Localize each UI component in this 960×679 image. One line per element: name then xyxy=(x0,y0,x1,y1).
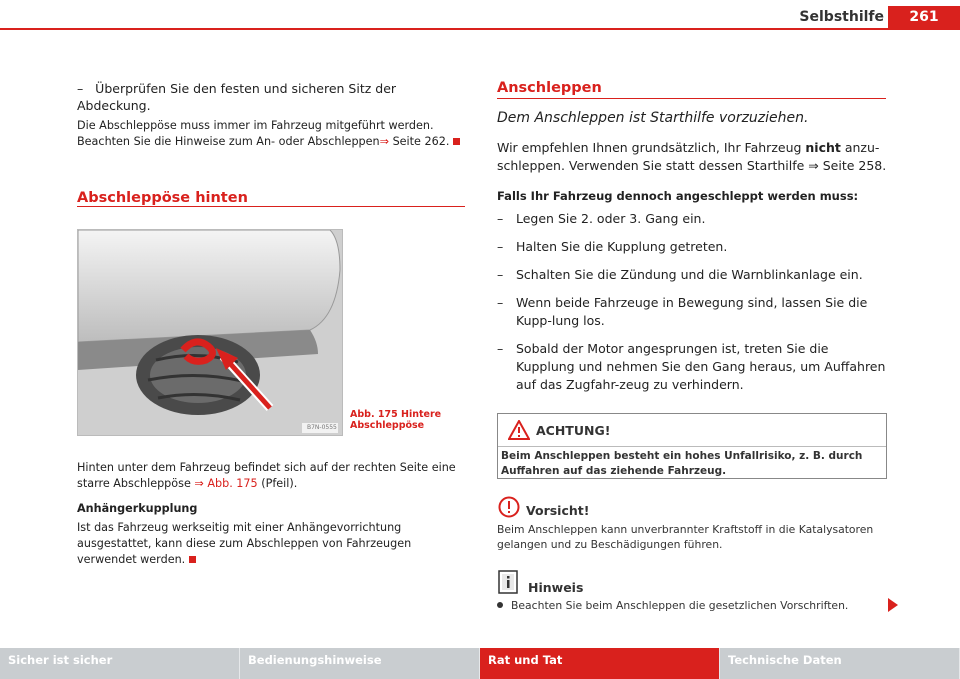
paragraph-location xyxy=(77,460,467,492)
caution-title: Vorsicht! xyxy=(526,503,590,518)
list-item xyxy=(497,340,887,394)
step-dash: – xyxy=(497,341,504,356)
step-text: Halten Sie die Kupplung getreten. xyxy=(516,239,728,254)
paragraph-text: (Pfeil). xyxy=(257,477,298,490)
section-rule xyxy=(497,98,886,99)
paragraph-recommendation xyxy=(497,139,887,175)
figure-rear-towing-eye xyxy=(77,229,343,436)
step-dash: – xyxy=(77,81,84,96)
footer-tab-technische-daten[interactable]: Technische Daten xyxy=(720,648,960,679)
figure-code: B7N-0555 xyxy=(307,424,337,431)
note-text: Die Abschleppöse muss immer im Fahrzeug mitgeführt werden. Beachten Sie die Hinweise zum An- oder Abschleppen xyxy=(77,119,434,148)
section-title-abschleppoese: Abschleppöse hinten xyxy=(77,190,248,206)
section-title-anschleppen: Anschleppen xyxy=(497,80,602,96)
header-rule xyxy=(0,28,960,30)
footer-tab-bedienung[interactable]: Bedienungshinweise xyxy=(240,648,480,679)
warning-text: Beim Anschleppen besteht ein hohes Unfallrisiko, z. B. durch Auffahren auf das ziehende Fahrzeug. xyxy=(501,450,863,477)
caption-line: Abb. 175 Hintere xyxy=(350,409,442,420)
italic-intro: Dem Anschleppen ist Starthilfe vorzuziehen. xyxy=(497,110,809,126)
step-dash: – xyxy=(497,267,504,282)
step-text: Schalten Sie die Zündung und die Warnblinkanlage ein. xyxy=(516,267,863,282)
step-dash: – xyxy=(497,211,504,226)
list-item xyxy=(497,210,887,228)
step-dash: – xyxy=(497,295,504,310)
subheading-trailer-hitch: Anhängerkupplung xyxy=(77,502,198,515)
caption-line: Abschleppöse xyxy=(350,420,425,431)
step-dash: – xyxy=(497,239,504,254)
check-step-text: Überprüfen Sie den festen und sicheren Sitz der Abdeckung. xyxy=(77,81,397,113)
bullet-icon xyxy=(497,602,503,608)
list-item xyxy=(497,238,887,256)
section-end-mark xyxy=(189,556,196,563)
figure-arrow: ⇒ xyxy=(194,477,204,490)
step-text: Sobald der Motor angesprungen ist, treten Sie die Kupplung und nehmen Sie den Gang heraus, um Auffahren auf das Zugfahr-zeug zu verhindern. xyxy=(516,341,886,392)
warning-title: ACHTUNG! xyxy=(536,423,611,438)
figure-link[interactable]: Abb. 175 xyxy=(207,477,258,490)
steps-list xyxy=(497,210,887,404)
caution-text: Beim Anschleppen kann unverbrannter Kraftstoff in die Katalysatoren gelangen und zu Beschädigungen führen. xyxy=(497,523,874,551)
towing-eye-note xyxy=(77,118,467,150)
figure-caption xyxy=(350,409,470,431)
note-document-icon xyxy=(498,570,520,594)
list-item xyxy=(497,294,887,330)
hint-title: Hinweis xyxy=(528,580,584,595)
paragraph-text: Wir empfehlen Ihnen grundsätzlich, Ihr Fahrzeug xyxy=(497,140,806,155)
footer-nav xyxy=(0,648,960,679)
list-item xyxy=(497,266,887,284)
note-page-link[interactable]: Seite 262. xyxy=(392,135,450,148)
hint-bullet xyxy=(497,598,887,613)
paragraph-text: Ist das Fahrzeug werkseitig mit einer Anhängevorrichtung ausgestattet, kann diese zum Abschleppen von Fahrzeugen verwendet werden. xyxy=(77,521,412,566)
section-end-mark xyxy=(453,138,460,145)
step-text: Wenn beide Fahrzeuge in Bewegung sind, lassen Sie die Kupp-lung los. xyxy=(516,295,868,328)
towing-eye-illustration xyxy=(78,230,342,435)
step-text: Legen Sie 2. oder 3. Gang ein. xyxy=(516,211,706,226)
hint-text: Beachten Sie beim Anschleppen die gesetzlichen Vorschriften. xyxy=(511,599,849,612)
check-step xyxy=(77,80,467,114)
section-rule xyxy=(77,206,465,207)
page-number: 261 xyxy=(888,6,960,28)
steps-heading: Falls Ihr Fahrzeug dennoch angeschleppt werden muss: xyxy=(497,189,859,203)
warning-header xyxy=(498,414,886,447)
paragraph-trailer-hitch xyxy=(77,520,472,568)
emphasis-text: nicht xyxy=(805,140,841,155)
page-section-title: Selbsthilfe xyxy=(799,9,884,25)
caution-icon xyxy=(498,496,520,518)
footer-tab-sicher[interactable]: Sicher ist sicher xyxy=(0,648,240,679)
next-page-arrow-icon[interactable] xyxy=(888,598,898,612)
footer-tab-rat-und-tat[interactable]: Rat und Tat xyxy=(480,648,720,679)
note-arrow: ⇒ xyxy=(379,135,389,148)
warning-box xyxy=(497,413,887,479)
paragraph-text: Hinten unter dem Fahrzeug befindet sich auf der rechten Seite eine starre Abschleppöse xyxy=(77,461,456,490)
warning-triangle-icon xyxy=(508,420,530,440)
paragraph-text: anzu-schleppen. Verwenden Sie statt dessen Starthilfe ⇒ Seite 258. xyxy=(497,140,887,173)
